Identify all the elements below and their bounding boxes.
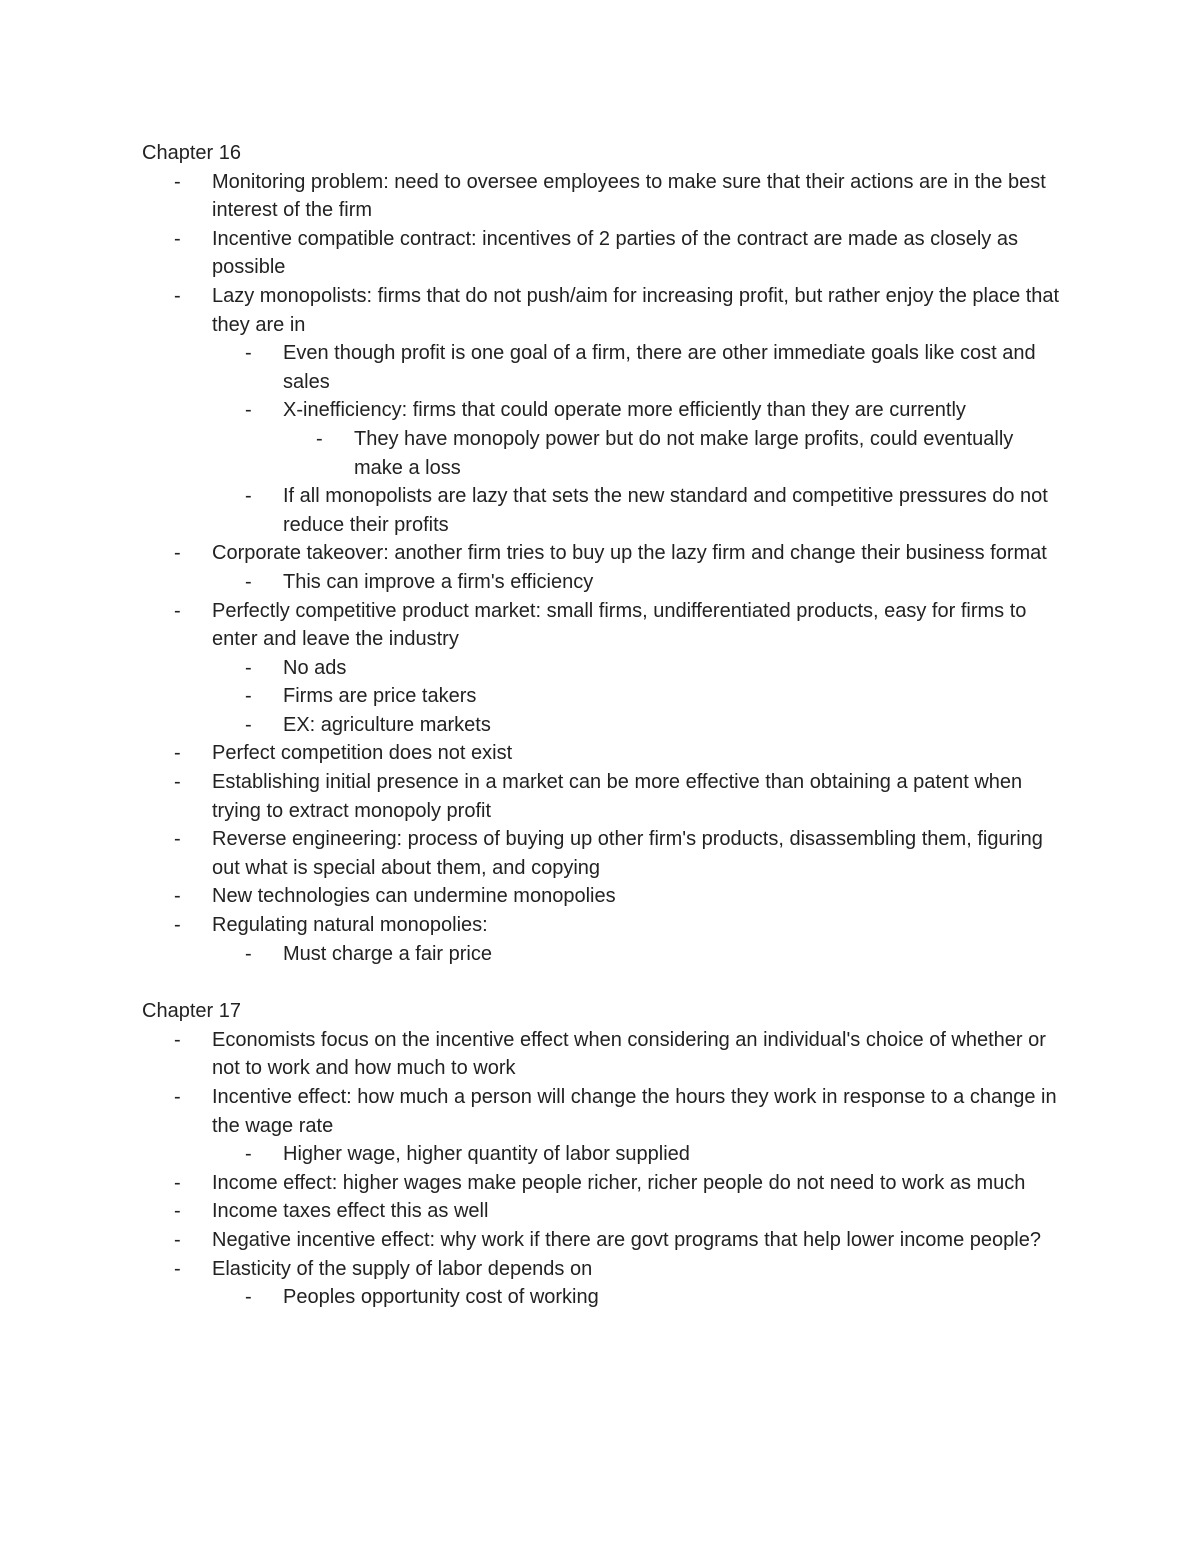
list-item-text: No ads (283, 656, 347, 679)
list-item-text: Monitoring problem: need to oversee employees to make sure that their actions are in the best interest of the firm (212, 170, 1046, 222)
list-item (142, 825, 1062, 882)
list-item-text: Income effect: higher wages make people richer, richer people do not need to work as much (212, 1171, 1026, 1194)
dash-bullet: - (174, 170, 181, 193)
dash-bullet: - (245, 656, 252, 679)
dash-bullet: - (174, 1228, 181, 1251)
list-item-text: Higher wage, higher quantity of labor supplied (283, 1143, 690, 1166)
list-item (142, 168, 1062, 225)
list-item-text: They have monopoly power but do not make large profits, could eventually make a loss (354, 427, 1014, 479)
list-item-text: Economists focus on the incentive effect when considering an individual's choice of whether or not to work and how much to work (212, 1028, 1046, 1080)
dash-bullet: - (174, 599, 181, 622)
list-item-text: Reverse engineering: process of buying up other firm's products, disassembling them, figuring out what is special about them, and copying (212, 828, 1043, 879)
list-item (142, 711, 1062, 740)
dash-bullet: - (245, 570, 252, 593)
list-item (142, 1083, 1062, 1140)
list-item-text: This can improve a firm's efficiency (283, 570, 594, 593)
list-item-text: Peoples opportunity cost of working (283, 1286, 599, 1309)
list-item (142, 940, 1062, 969)
list-item-text: Regulating natural monopolies: (212, 914, 488, 937)
list-item (142, 682, 1062, 711)
list-item (142, 1226, 1062, 1255)
chapter-title: Chapter 17 (142, 1000, 241, 1023)
list-item (142, 768, 1062, 825)
list-item (142, 539, 1062, 568)
list-item-text: EX: agriculture markets (283, 713, 491, 736)
list-item (142, 1026, 1062, 1083)
dash-bullet: - (174, 542, 181, 565)
list-item (142, 1255, 1062, 1284)
list-item-text: Incentive effect: how much a person will change the hours they work in response to a change in the wage rate (212, 1086, 1057, 1137)
list-item (142, 654, 1062, 683)
list-item (142, 396, 1062, 425)
chapter-section (142, 997, 1062, 1312)
dash-bullet: - (245, 342, 252, 365)
dash-bullet: - (174, 742, 181, 765)
list-item-text: Corporate takeover: another firm tries to buy up the lazy firm and change their business format (212, 542, 1047, 565)
list-item (142, 1283, 1062, 1312)
dash-bullet: - (174, 1200, 181, 1223)
list-item-text: Perfect competition does not exist (212, 742, 513, 765)
list-item (142, 482, 1062, 539)
bullet-list (142, 168, 1062, 969)
list-item-text: Establishing initial presence in a market can be more effective than obtaining a patent when trying to extract monopoly profit (212, 771, 1023, 822)
list-item-text: Lazy monopolists: firms that do not push/aim for increasing profit, but rather enjoy the place that they are in (212, 284, 1060, 336)
dash-bullet: - (245, 399, 252, 422)
list-item (142, 225, 1062, 282)
dash-bullet: - (174, 1257, 181, 1280)
dash-bullet: - (245, 1143, 252, 1166)
dash-bullet: - (245, 485, 252, 508)
list-item (142, 1169, 1062, 1198)
list-item (142, 568, 1062, 597)
list-item (142, 282, 1062, 339)
list-item-text: Firms are price takers (283, 685, 477, 708)
dash-bullet: - (174, 771, 181, 794)
list-item-text: Elasticity of the supply of labor depends on (212, 1257, 593, 1280)
list-item (142, 882, 1062, 911)
list-item-text: Negative incentive effect: why work if there are govt programs that help lower income people? (212, 1228, 1041, 1251)
list-item (142, 739, 1062, 768)
chapter-section (142, 139, 1062, 968)
list-item-text: If all monopolists are lazy that sets the new standard and competitive pressures do not reduce their profits (283, 485, 1048, 536)
list-item-text: Must charge a fair price (283, 942, 492, 965)
list-item (142, 1140, 1062, 1169)
bullet-list (142, 1026, 1062, 1312)
chapter-title: Chapter 16 (142, 142, 241, 164)
dash-bullet: - (174, 1171, 181, 1194)
list-item-text: Incentive compatible contract: incentives of 2 parties of the contract are made as closely as possible (212, 227, 1018, 279)
dash-bullet: - (316, 427, 323, 450)
list-item-text: Income taxes effect this as well (212, 1200, 489, 1223)
dash-bullet: - (174, 885, 181, 908)
dash-bullet: - (174, 227, 181, 250)
dash-bullet: - (174, 914, 181, 937)
list-item (142, 339, 1062, 396)
list-item-text: Even though profit is one goal of a firm, there are other immediate goals like cost and sales (283, 342, 1036, 393)
dash-bullet: - (174, 1028, 181, 1051)
list-item-text: New technologies can undermine monopolies (212, 885, 616, 908)
list-item-text: X-inefficiency: firms that could operate more efficiently than they are currently (283, 399, 966, 422)
dash-bullet: - (245, 685, 252, 708)
document-body (142, 139, 1062, 1312)
list-item (142, 425, 1062, 482)
list-item-text: Perfectly competitive product market: small firms, undifferentiated products, easy for firms to enter and leave the industry (212, 599, 1027, 651)
list-item (142, 597, 1062, 654)
dash-bullet: - (174, 1086, 181, 1108)
dash-bullet: - (245, 942, 252, 965)
list-item (142, 911, 1062, 940)
dash-bullet: - (245, 713, 252, 736)
dash-bullet: - (245, 1286, 252, 1309)
list-item (142, 1197, 1062, 1226)
dash-bullet: - (174, 284, 181, 307)
dash-bullet: - (174, 828, 181, 851)
